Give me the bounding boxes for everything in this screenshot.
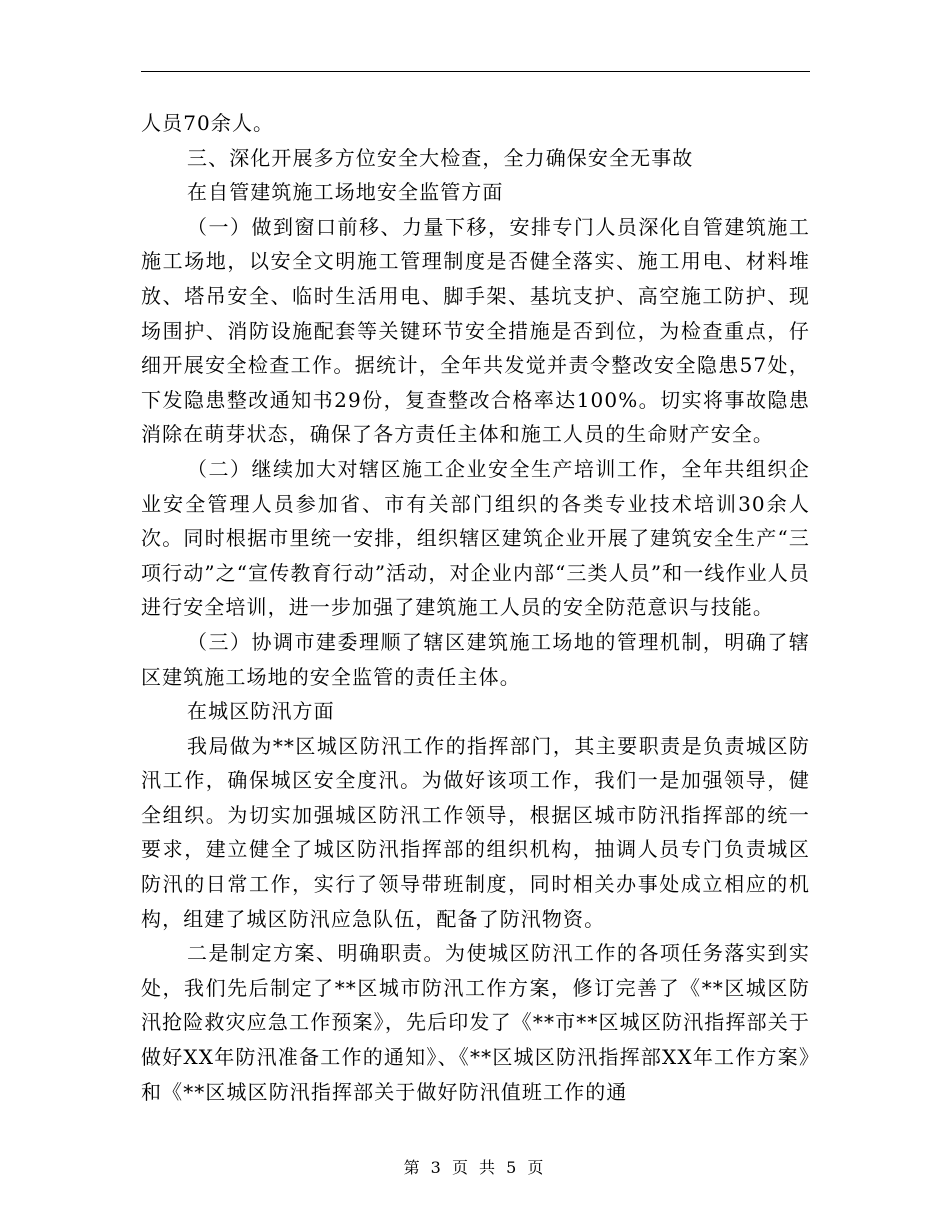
paragraph: 人员70余人。 [141, 111, 275, 135]
document-body [141, 106, 810, 1109]
page-number: 第 3 页 共 5 页 [403, 1158, 547, 1177]
subsection-heading: 在自管建筑施工场地安全监管方面 [187, 180, 504, 205]
paragraph: 我局做为**区城区防汛工作的指挥部门，其主要职责是负责城区防汛工作，确保城区安全度汛。为做好该项工作，我们一是加强领导，健全组织。为切实加强城区防汛工作领导，根据区城市防汛指挥部的统一要求，建立健全了城区防汛指挥部的组织机构，抽调人员专门负责城区防汛的日常工作，实行了领导带班制度，同时相关办事处成立相应的机构，组建了城区防汛应急队伍，配备了防汛物资。 [141, 733, 810, 931]
paragraph: （三）协调市建委理顺了辖区建筑施工场地的管理机制，明确了辖区建筑施工场地的安全监管的责任主体。 [141, 629, 810, 689]
header-rule [141, 71, 810, 72]
paragraph: （一）做到窗口前移、力量下移，安排专门人员深化自管建筑施工施工场地，以安全文明施工管理制度是否健全落实、施工用电、材料堆放、塔吊安全、临时生活用电、脚手架、基坑支护、高空施工防护、现场围护、消防设施配套等关键环节安全措施是否到位，为检查重点，仔细开展安全检查工作。据统计，全年共发觉并责令整改安全隐患57处，下发隐患整改通知书29份，复查整改合格率达100%。切实将事故隐患消除在萌芽状态，确保了各方责任主体和施工人员的生命财产安全。 [141, 214, 810, 447]
paragraph: （二）继续加大对辖区施工企业安全生产培训工作，全年共组织企业安全管理人员参加省、市有关部门组织的各类专业技术培训30余人次。同时根据市里统一安排，组织辖区建筑企业开展了建筑安全生产“三项行动”之“宣传教育行动”活动，对企业内部“三类人员”和一线作业人员进行安全培训，进一步加强了建筑施工人员的安全防范意识与技能。 [141, 456, 810, 620]
paragraph: 二是制定方案、明确职责。为使城区防汛工作的各项任务落实到实处，我们先后制定了**区城市防汛工作方案，修订完善了《**区城区防汛抢险救灾应急工作预案》，先后印发了《**市**区城区防汛指挥部关于做好XX年防汛准备工作的通知》、《**区城区防汛指挥部XX年工作方案》和《**区城区防汛指挥部关于做好防汛值班工作的通 [141, 941, 810, 1104]
section-heading: 三、深化开展多方位安全大检查，全力确保安全无事故 [187, 145, 694, 170]
subsection-heading: 在城区防汛方面 [187, 699, 335, 724]
